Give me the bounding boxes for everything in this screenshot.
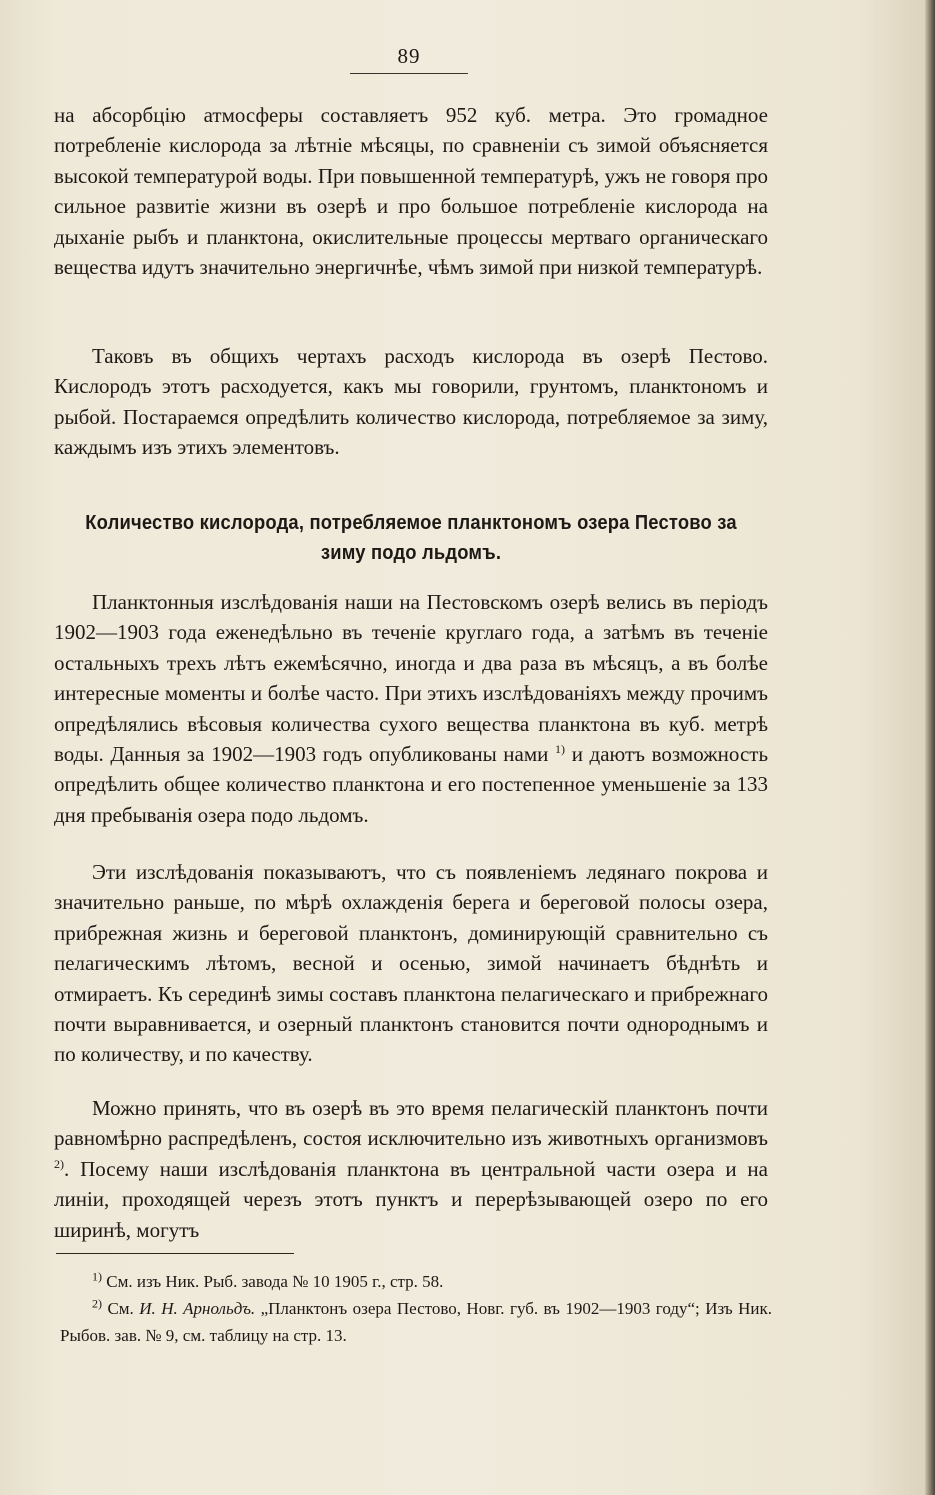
footnote-text: См. изъ Ник. Рыб. завода № 10 1905 г., стр. 58. xyxy=(106,1272,444,1291)
footnote-text: „Планктонъ озера Пестово, Новг. губ. въ 1902—1903 году“; Изъ Ник. Рыбов. зав. № 9, см. таблицу на стр. 13. xyxy=(60,1299,773,1345)
paragraph-pelagic-plankton xyxy=(54,1093,768,1245)
paragraph-text-before: Планктонныя изслѣдованія наши на Пестовскомъ озерѣ велись въ періодъ 1902—1903 года еженедѣльно въ теченіе круглаго года, а затѣмъ въ теченіе остальныхъ трехъ лѣтъ ежемѣсячно, иногда и два раза въ мѣсяцъ, а въ болѣе интересные моменты и болѣе часто. При этихъ изслѣдованіяхъ между прочимъ опредѣлялись вѣсовыя количества сухого вещества планктона въ куб. метрѣ воды. Данныя за 1902—1903 годъ опубликованы нами xyxy=(54,590,768,767)
section-heading-line-1: Количество кислорода, потребляемое планктономъ озера Пестово за xyxy=(85,512,737,534)
section-heading-line-2: зиму подо льдомъ. xyxy=(320,542,502,564)
paragraph-text-after: . Посему наши изслѣдованія планктона въ центральной части озера и на линіи, проходящей черезъ этотъ пунктъ и перерѣзывающей озеро по его ширинѣ, могутъ xyxy=(54,1156,768,1242)
page-edge-shadow xyxy=(925,0,935,1495)
section-heading xyxy=(83,508,740,568)
paragraph-continuation xyxy=(54,100,768,282)
paragraph-text: Таковъ въ общихъ чертахъ расходъ кислорода въ озерѣ Пестово. Кислородъ этотъ расходуется, какъ мы говорили, грунтомъ, планктономъ и рыбой. Постараемся опредѣлить количество кислорода, потребляемое за зиму, каждымъ изъ этихъ элементовъ. xyxy=(54,344,768,460)
footnote-prefix: См. xyxy=(107,1299,134,1318)
footnote-mark: 2) xyxy=(92,1296,102,1311)
footnote-2 xyxy=(60,1295,772,1349)
footnote-author: И. Н. Арнольдъ. xyxy=(139,1299,256,1318)
page-number: 89 xyxy=(397,44,421,68)
paragraph-text xyxy=(54,587,768,830)
paragraph-ice-cover xyxy=(54,857,768,1070)
paragraph-text xyxy=(54,1093,768,1245)
paragraph-text: Эти изслѣдованія показываютъ, что съ появленіемъ ледянаго покрова и значительно раньше, по мѣрѣ охлажденія берега и береговой полосы озера, прибрежная жизнь и береговой планктонъ, доминирующій сравнительно съ пелагическимъ лѣтомъ, весной и осенью, зимой начинаетъ бѣднѣть и отмираетъ. Къ серединѣ зимы составъ планктона пелагическаго и прибрежнаго почти выравнивается, и озерный планктонъ становится почти однороднымъ и по количеству, и по качеству. xyxy=(54,860,768,1067)
footnotes xyxy=(60,1268,772,1349)
footnote-mark: 1) xyxy=(92,1269,102,1284)
footnote-1 xyxy=(60,1268,772,1295)
footnote-divider xyxy=(56,1253,294,1254)
paragraph-text-before: Можно принять, что въ озерѣ въ это время пелагическій планктонъ почти равномѣрно распредѣленъ, состоя исключительно изъ животныхъ организмовъ xyxy=(54,1096,768,1151)
footnote-ref-1[interactable]: 1) xyxy=(555,742,566,757)
page-number-rule xyxy=(350,73,468,74)
paragraph-plankton-studies xyxy=(54,587,768,830)
paragraph-text-after: и даютъ возможность опредѣлить общее количество планктона и его постепенное уменьшеніе за 133 дня пребыванія озера подо льдомъ. xyxy=(54,742,769,827)
footnote-ref-2[interactable]: 2) xyxy=(54,1156,64,1171)
paragraph-oxygen-consumption xyxy=(54,341,768,463)
paragraph-text: на абсорбцію атмосферы составляетъ 952 куб. метра. Это громадное потребленіе кислорода за лѣтніе мѣсяцы, по сравненіи съ зимой объясняется высокой температурой воды. При повышенной температурѣ, ужъ не говоря про сильное развитіе жизни въ озерѣ и про большое потребленіе кислорода на дыханіе рыбъ и планктона, окислительные процессы мертваго органическаго вещества идутъ значительно энергичнѣе, чѣмъ зимой при низкой температурѣ. xyxy=(54,103,768,280)
